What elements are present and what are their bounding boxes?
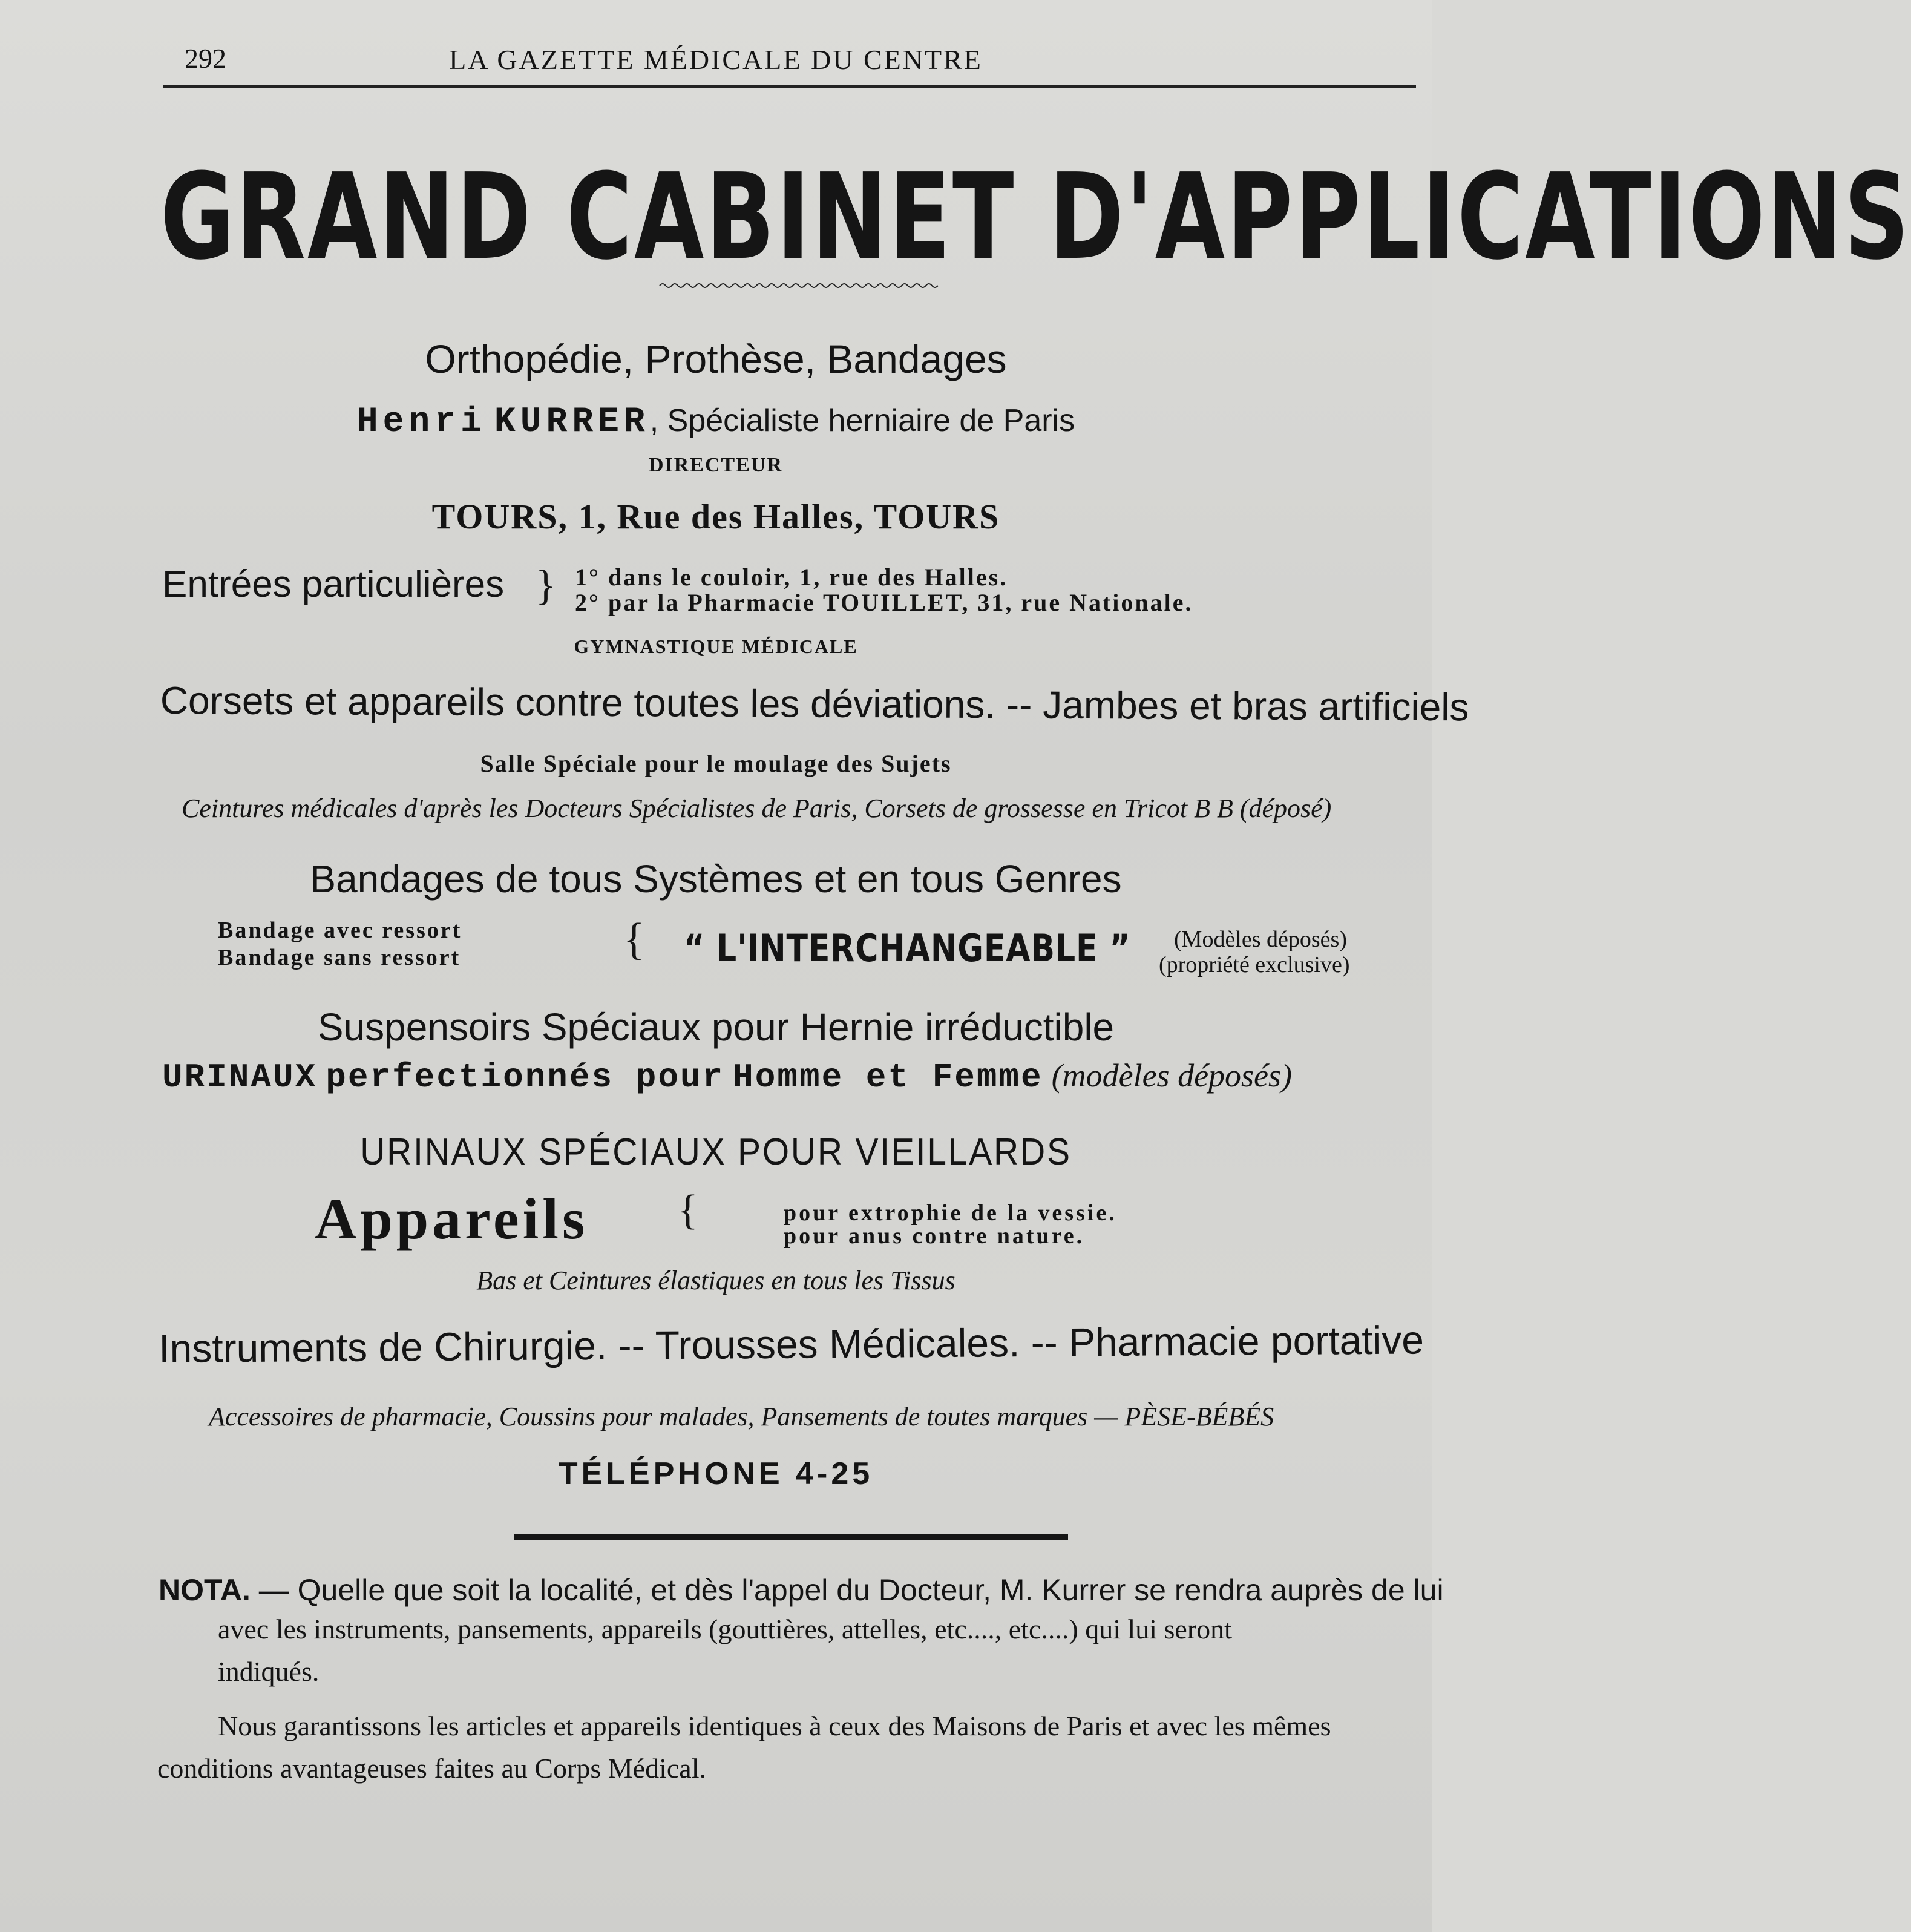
section-divider xyxy=(514,1534,1068,1540)
entry-line-1: 1° dans le couloir, 1, rue des Halles. xyxy=(575,564,1008,591)
accessoires-line: Accessoires de pharmacie, Coussins pour malades, Pansements de toutes marques — PÈSE-BÉBÉS xyxy=(209,1402,1274,1431)
nota-line-1 xyxy=(159,1572,1444,1608)
appareils-label: Appareils xyxy=(315,1186,589,1251)
urinaux-rest: perfectionnés pour xyxy=(326,1058,725,1097)
urinaux-line xyxy=(162,1056,1292,1097)
entries-brace: } xyxy=(536,562,556,609)
suspensoirs-line: Suspensoirs Spéciaux pour Hernie irréductible xyxy=(317,1005,1115,1049)
page-number: 292 xyxy=(185,43,226,74)
nota-label: NOTA. xyxy=(159,1573,251,1607)
instruments-line: Instruments de Chirurgie. -- Trousses Médicales. -- Pharmacie portative xyxy=(159,1317,1424,1371)
bandage-brace: { xyxy=(623,915,645,964)
ad-subtitle: Orthopédie, Prothèse, Bandages xyxy=(425,337,1007,381)
director-title: , Spécialiste herniaire de Paris xyxy=(649,403,1075,438)
modeles-deposes-note: (Modèles déposés) xyxy=(1174,927,1347,952)
bandages-heading: Bandages de tous Systèmes et en tous Genres xyxy=(310,857,1122,901)
entry-line-2: 2° par la Pharmacie TOUILLET, 31, rue Nationale. xyxy=(575,589,1193,616)
urinaux-note: (modèles déposés) xyxy=(1051,1057,1293,1094)
gymnastique-heading: GYMNASTIQUE MÉDICALE xyxy=(574,636,858,657)
running-head: LA GAZETTE MÉDICALE DU CENTRE xyxy=(449,44,983,75)
director-label: DIRECTEUR xyxy=(648,454,784,476)
urinaux-homme-femme: Homme et Femme xyxy=(733,1058,1043,1097)
interchangeable-name: “ L'INTERCHANGEABLE ” xyxy=(684,926,1131,970)
bas-ceintures-line: Bas et Ceintures élastiques en tous les Tissus xyxy=(476,1266,956,1295)
appareils-line-1: pour extrophie de la vessie. xyxy=(784,1200,1117,1226)
bandage-type-2: Bandage sans ressort xyxy=(218,945,461,970)
corsets-line: Corsets et appareils contre toutes les déviations. -- Jambes et bras artificiels xyxy=(160,678,1469,729)
garantie-line-2: conditions avantageuses faites au Corps Médical. xyxy=(157,1753,706,1784)
urinaux-word: URINAUX xyxy=(162,1058,318,1097)
address: TOURS, 1, Rue des Halles, TOURS xyxy=(431,497,1000,536)
director-name-line xyxy=(0,402,1432,442)
salle-line: Salle Spéciale pour le moulage des Sujets xyxy=(480,750,952,777)
nota-text-1: — Quelle que soit la localité, et dès l'appel du Docteur, M. Kurrer se rendra auprès de lui xyxy=(250,1573,1444,1607)
entries-label: Entrées particulières xyxy=(162,564,505,605)
header-rule xyxy=(163,85,1416,88)
bandage-type-1: Bandage avec ressort xyxy=(218,918,462,943)
ceintures-line: Ceintures médicales d'après les Docteurs Spécialistes de Paris, Corsets de grossesse en Tricot B B (déposé) xyxy=(182,794,1332,823)
ad-title: GRAND CABINET D'APPLICATIONS xyxy=(160,148,1911,286)
propriete-exclusive-note: (propriété exclusive) xyxy=(1159,952,1350,978)
urinaux-speciaux-line: URINAUX SPÉCIAUX POUR VIEILLARDS xyxy=(360,1131,1072,1173)
garantie-line-1: Nous garantissons les articles et appareils identiques à ceux des Maisons de Paris et avec les mêmes xyxy=(218,1710,1331,1741)
director-name: KURRER xyxy=(494,402,650,442)
nota-line-3: indiqués. xyxy=(218,1656,320,1687)
ornamental-wave-rule xyxy=(660,281,938,290)
name-prefix: Henri xyxy=(356,402,487,442)
nota-line-2: avec les instruments, pansements, appareils (gouttières, attelles, etc...., etc....) qui lui seront xyxy=(218,1614,1232,1644)
telephone-line: TÉLÉPHONE 4-25 xyxy=(558,1456,874,1491)
appareils-line-2: pour anus contre nature. xyxy=(784,1223,1085,1249)
appareils-brace: { xyxy=(678,1187,698,1234)
